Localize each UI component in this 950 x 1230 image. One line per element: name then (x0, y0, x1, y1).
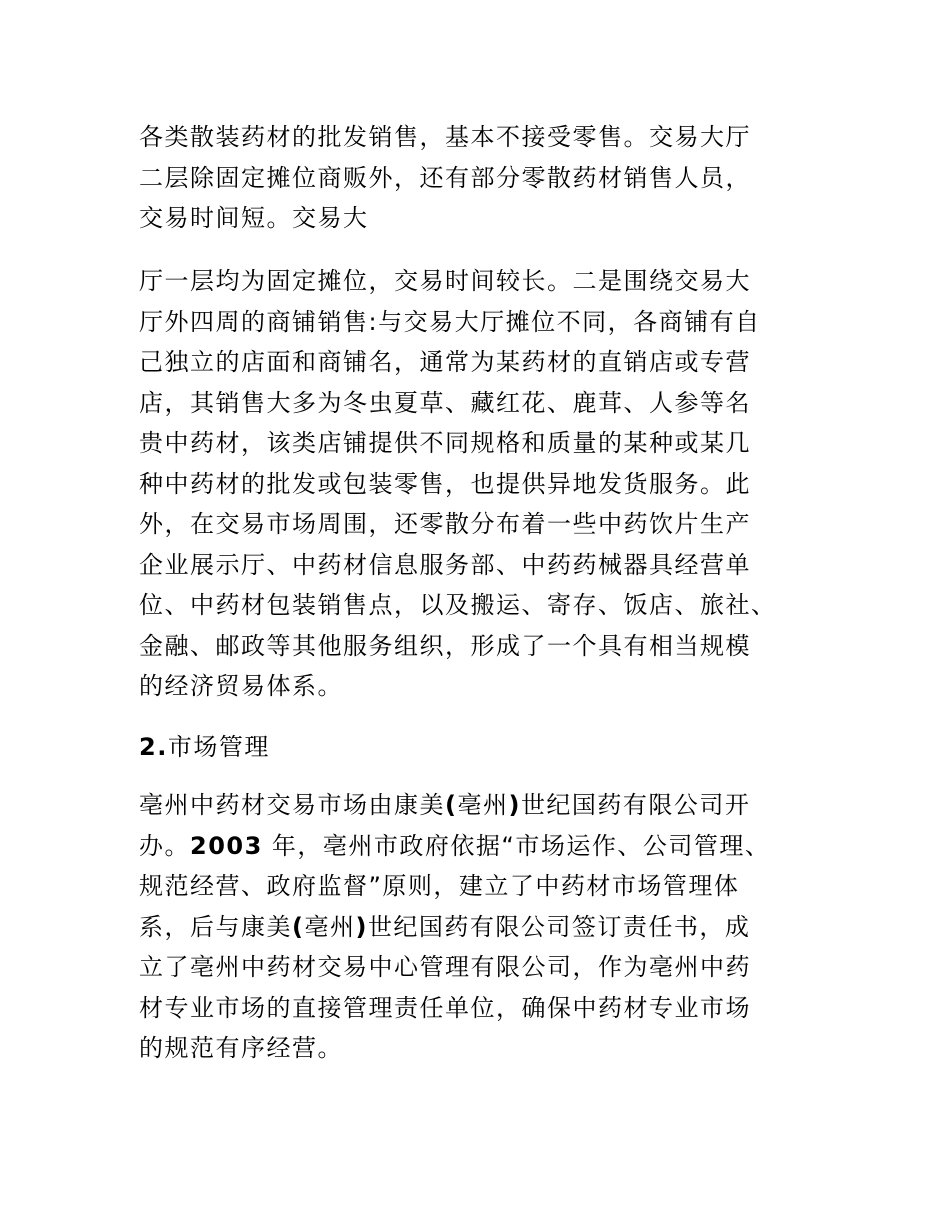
text-line (139, 826, 819, 867)
section-title: 市场管理 (167, 733, 270, 761)
text-line: 店，其销售大多为冬虫夏草、藏红花、鹿茸、人参等名 (139, 388, 751, 417)
text-line: 材专业市场的直接管理责任单位，确保中药材专业市场 (139, 993, 751, 1022)
paragraph-market-sales-continued (139, 117, 819, 239)
text-line: 交易时间短。交易大 (139, 204, 369, 232)
text-run: 世纪国药有限公司签订责任书，成 (367, 912, 751, 941)
text-line (139, 907, 819, 948)
text-line: 厅外四周的商铺销售:与交易大厅摊位不同，各商铺有自 (139, 307, 761, 336)
text-line: 的经济贸易体系。 (139, 672, 343, 700)
text-line: 企业展示厅、中药材信息服务部、中药药械器具经营单 (139, 550, 751, 579)
text-line: 贵中药材，该类店铺提供不同规格和质量的某种或某几 (139, 429, 751, 457)
text-line: 厅一层均为固定摊位，交易时间较长。二是围绕交易大 (139, 267, 751, 295)
text-line (139, 785, 819, 826)
paragraph-market-management (139, 785, 819, 1069)
text-run-bold: ( (445, 791, 458, 819)
section-number: 2. (139, 733, 168, 761)
text-line: 金融、邮政等其他服务组织，形成了一个具有相当规模 (139, 631, 751, 660)
text-run-bold: ( (292, 912, 305, 941)
text-run: 办。 (139, 831, 190, 860)
text-run: 亳州 (457, 791, 509, 819)
paragraph-shop-sales (139, 261, 819, 707)
text-line: 规范经营、政府监督”原则，建立了中药材市场管理体 (139, 872, 740, 900)
text-run-bold: ) (508, 791, 521, 819)
text-line: 的规范有序经营。 (139, 1034, 343, 1062)
text-run: 系，后与康美 (139, 912, 292, 941)
text-line: 位、中药材包装销售点，以及搬运、寄存、饭店、旅社、 (139, 591, 777, 619)
text-line: 种中药材的批发或包装零售，也提供异地发货服务。此 (139, 469, 751, 498)
text-run: 亳州中药材交易市场由康美 (139, 791, 445, 819)
text-run-bold: ) (355, 912, 368, 941)
text-run: 世纪国药有限公司开 (520, 791, 751, 819)
text-line: 外，在交易市场周围，还零散分布着一些中药饮片生产 (139, 510, 751, 538)
text-line: 各类散装药材的批发销售，基本不接受零售。交易大厅 (139, 123, 751, 151)
text-run: 年，亳州市政府依据“市场运作、公司管理、 (262, 831, 771, 860)
text-line: 二层除固定摊位商贩外，还有部分零散药材销售人员， (139, 163, 751, 192)
text-run: 亳州 (304, 912, 356, 941)
section-heading-market-management (139, 727, 270, 767)
year-text: 2003 (190, 831, 263, 860)
text-line: 立了亳州中药材交易中心管理有限公司，作为亳州中药 (139, 953, 751, 981)
text-line: 己独立的店面和商铺名，通常为某药材的直销店或专营 (139, 348, 751, 376)
